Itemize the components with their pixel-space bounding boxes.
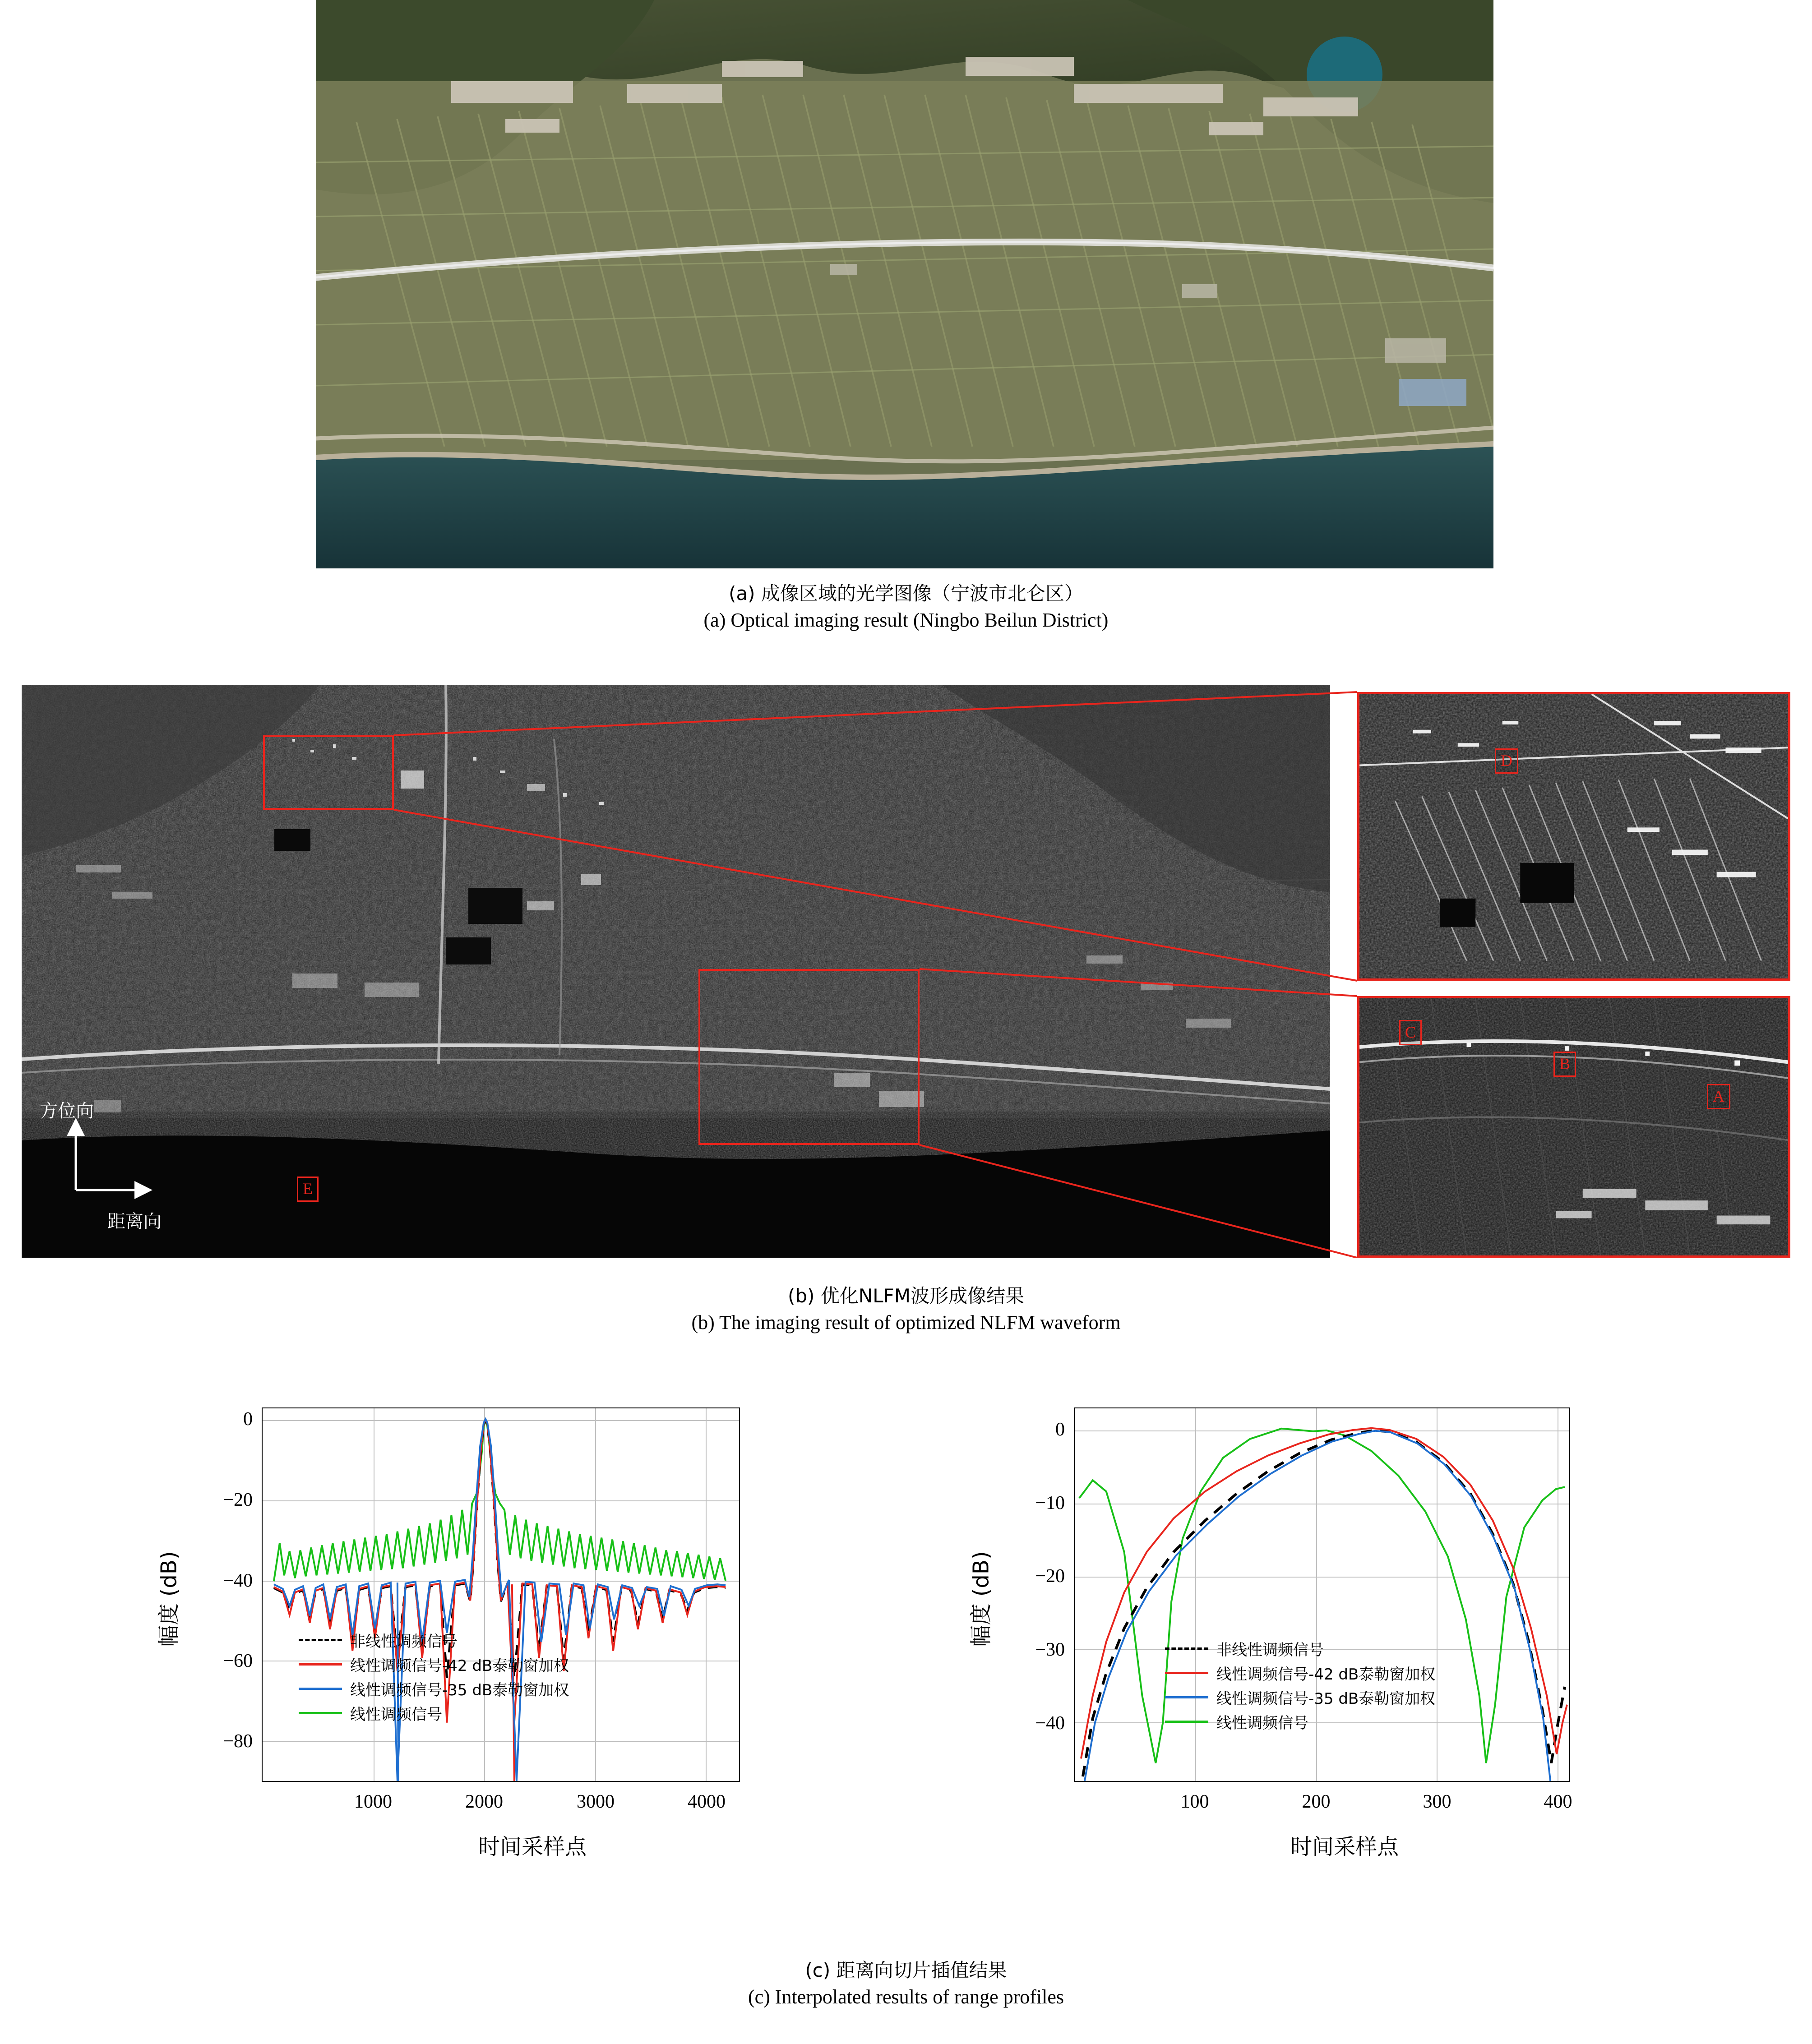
legend-swatch-lfm35 (299, 1688, 342, 1690)
xtick-left-3000: 3000 (577, 1791, 615, 1812)
legend-item-lfm35 (299, 1676, 569, 1701)
caption-c-cn: (c) 距离向切片插值结果 (805, 1959, 1007, 1981)
xlabel-right: 时间采样点 (1290, 1834, 1399, 1859)
xlabel-left: 时间采样点 (478, 1834, 587, 1859)
caption-a-en: (a) Optical imaging result (Ningbo Beilun District) (703, 609, 1109, 631)
legend-label-nlfm-r: 非线性调频信号 (1216, 1641, 1324, 1659)
legend-label-lfm42: 线性调频信号-42 dB泰勒窗加权 (350, 1656, 569, 1675)
roi-box-abc (698, 969, 920, 1145)
legend-label-lfm42-r: 线性调频信号-42 dB泰勒窗加权 (1216, 1665, 1436, 1684)
ylabel-left: 幅度 (dB) (156, 1551, 182, 1647)
marker-label-d: D (1495, 748, 1518, 774)
xtick-right-300: 300 (1423, 1791, 1451, 1812)
legend-swatch-nlfm (299, 1639, 342, 1641)
marker-label-b: B (1553, 1052, 1576, 1077)
sar-image (22, 685, 1330, 1258)
range-label: 距离向 (107, 1211, 162, 1232)
caption-panel-c (0, 1958, 1812, 2010)
legend-label-lfm35-r: 线性调频信号-35 dB泰勒窗加权 (1216, 1689, 1436, 1708)
legend-swatch-lfm35-r (1165, 1696, 1208, 1698)
xtick-left-4000: 4000 (688, 1791, 726, 1812)
xtick-left-2000: 2000 (465, 1791, 503, 1812)
ytick-left-0: 0 (243, 1409, 253, 1430)
chart-right-legend (1165, 1636, 1435, 1734)
xtick-right-100: 100 (1180, 1791, 1209, 1812)
marker-label-e: E (297, 1177, 319, 1202)
legend-item-lfm (299, 1701, 569, 1725)
optical-image-canvas (316, 0, 1493, 568)
legend-item-lfm42-r (1165, 1661, 1435, 1685)
sar-zoom-abc-canvas (1359, 998, 1788, 1255)
legend-item-lfm-r (1165, 1709, 1435, 1734)
caption-c-en: (c) Interpolated results of range profiles (748, 1985, 1064, 2008)
ytick-right-m20: −20 (1035, 1566, 1065, 1587)
caption-panel-a (0, 581, 1812, 633)
xtick-left-1000: 1000 (354, 1791, 392, 1812)
ylabel-right: 幅度 (dB) (968, 1551, 994, 1647)
chart-left-plot-area (262, 1407, 740, 1782)
legend-label-lfm-r: 线性调频信号 (1216, 1714, 1308, 1732)
caption-b-en: (b) The imaging result of optimized NLFM waveform (691, 1311, 1121, 1333)
chart-range-profile-full (126, 1389, 938, 1926)
ytick-right-m10: −10 (1035, 1493, 1065, 1513)
ytick-right-0: 0 (1055, 1419, 1065, 1440)
caption-a-cn: (a) 成像区域的光学图像（宁波市北仑区） (729, 582, 1083, 604)
ytick-left-m20: −20 (223, 1490, 253, 1510)
azimuth-label: 方位向 (40, 1101, 94, 1121)
panel-c (0, 1389, 1812, 1931)
chart-left-legend (299, 1628, 569, 1725)
marker-label-a: A (1707, 1084, 1730, 1109)
sar-zoom-panel-abc (1357, 996, 1790, 1258)
legend-swatch-lfm42-r (1165, 1672, 1208, 1674)
legend-item-lfm42 (299, 1652, 569, 1676)
marker-label-c: C (1399, 1020, 1422, 1045)
legend-label-nlfm: 非线性调频信号 (350, 1632, 458, 1651)
legend-item-nlfm (299, 1628, 569, 1652)
optical-satellite-image (316, 0, 1493, 568)
chart-right-plot-area (1074, 1407, 1570, 1782)
roi-box-d (263, 735, 394, 810)
panel-b (22, 685, 1790, 1258)
orientation-arrows (67, 1109, 171, 1204)
ytick-right-m40: −40 (1035, 1713, 1065, 1734)
chart-left-curves (263, 1408, 739, 1781)
legend-item-nlfm-r (1165, 1636, 1435, 1661)
legend-swatch-nlfm-r (1165, 1647, 1208, 1650)
sar-image-canvas (22, 685, 1330, 1258)
chart-range-profile-zoom (938, 1389, 1751, 1926)
caption-panel-b (0, 1283, 1812, 1336)
legend-label-lfm: 线性调频信号 (350, 1705, 442, 1724)
ytick-right-m30: −30 (1035, 1639, 1065, 1660)
xtick-right-200: 200 (1302, 1791, 1331, 1812)
sar-zoom-panel-d (1357, 692, 1790, 981)
ytick-left-m80: −80 (223, 1731, 253, 1752)
legend-item-lfm35-r (1165, 1685, 1435, 1709)
legend-swatch-lfm42 (299, 1663, 342, 1666)
legend-label-lfm35: 线性调频信号-35 dB泰勒窗加权 (350, 1681, 569, 1699)
legend-swatch-lfm-r (1165, 1721, 1208, 1723)
ytick-left-m40: −40 (223, 1570, 253, 1591)
xtick-right-400: 400 (1544, 1791, 1572, 1812)
caption-b-cn: (b) 优化NLFM波形成像结果 (788, 1285, 1024, 1307)
ytick-left-m60: −60 (223, 1651, 253, 1671)
sar-zoom-d-canvas (1359, 694, 1788, 978)
legend-swatch-lfm (299, 1712, 342, 1714)
